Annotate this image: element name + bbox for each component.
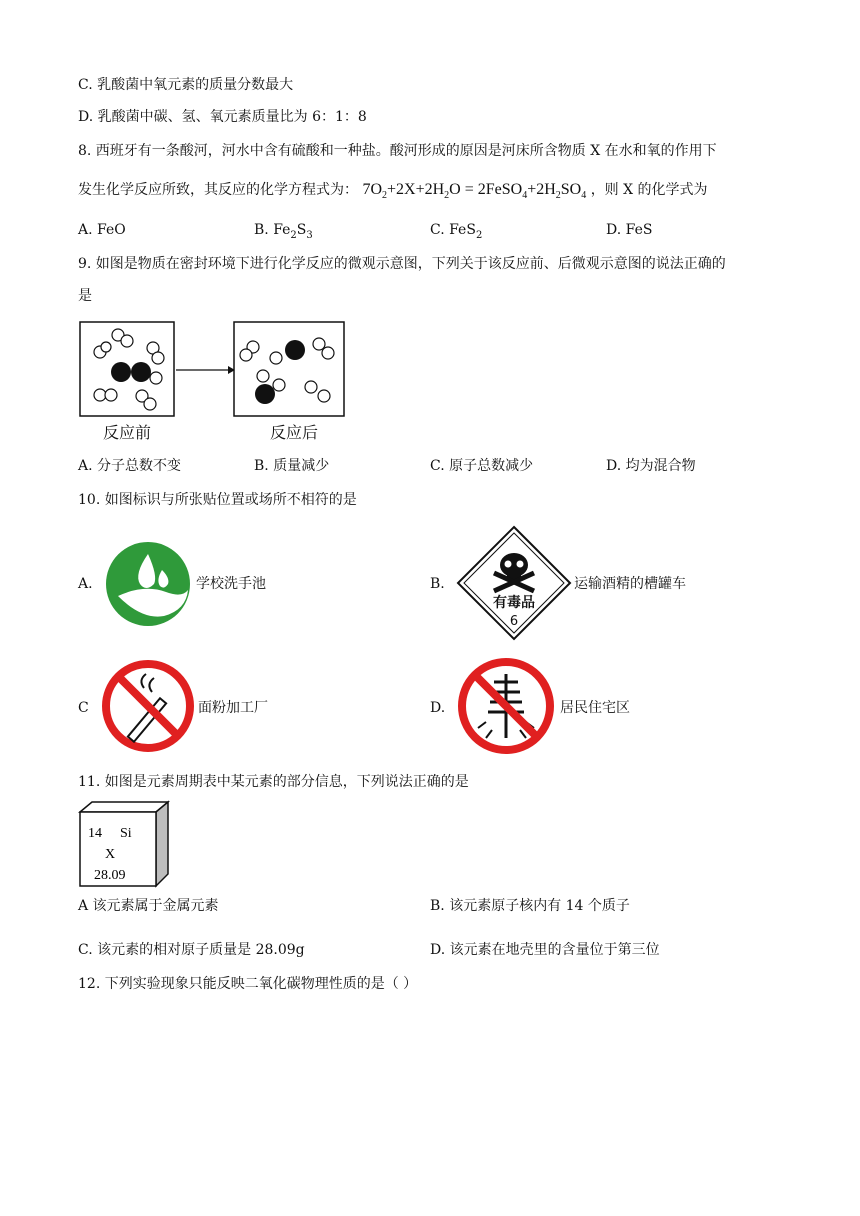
toxic-sign-label: 有毒品 [493, 595, 535, 611]
no-fireworks-icon [456, 656, 556, 756]
q9-option-d: D. 均为混合物 [606, 458, 696, 474]
label-before: 反应前 [103, 423, 152, 442]
q11-option-d: D. 该元素在地壳里的含量位于第三位 [430, 942, 660, 958]
toxic-sign-class: 6 [509, 614, 519, 629]
q12-stem: 12. 下列实验现象只能反映二氧化碳物理性质的是（ ） [78, 976, 418, 992]
q10-stem: 10. 如图标识与所张贴位置或场所不相符的是 [78, 492, 357, 508]
q8-option-c: C. FeS$_2$ [430, 222, 483, 241]
q9-stem-line2: 是 [78, 288, 92, 304]
q9-option-a: A. 分子总数不变 [78, 458, 182, 474]
element-symbol: Si [120, 826, 132, 841]
q11-option-b: B. 该元素原子核内有 14 个质子 [430, 898, 630, 914]
q8-stem-line1: 8. 西班牙有一条酸河，河水中含有硫酸和一种盐。酸河形成的原因是河床所含物质 X 在水和氧的作用下 [78, 143, 717, 159]
q7-option-c: C. 乳酸菌中氧元素的质量分数最大 [78, 77, 294, 93]
q11-option-c: C. 该元素的相对原子质量是 28.09g [78, 942, 305, 958]
toxic-substance-icon [456, 525, 572, 641]
element-name: X [105, 847, 116, 862]
q8-stem-line2-pre: 发生化学反应所致，其反应的化学方程式为： [78, 182, 358, 198]
q11-stem: 11. 如图是元素周期表中某元素的部分信息，下列说法正确的是 [78, 774, 469, 790]
q8-option-a: A. FeO [78, 222, 126, 238]
q9-option-b: B. 质量减少 [254, 458, 330, 474]
atomic-mass: 28.09 [94, 868, 126, 883]
q10-option-d-text: 居民住宅区 [560, 700, 630, 716]
q11-option-a: A 该元素属于金属元素 [78, 898, 219, 914]
oxygen-atom [111, 362, 131, 382]
q7-option-d: D. 乳酸菌中碳、氢、氧元素质量比为 6：1：8 [78, 109, 367, 125]
q8-option-d: D. FeS [606, 222, 653, 238]
q10-option-c-text: 面粉加工厂 [198, 700, 268, 716]
atomic-number: 14 [88, 826, 102, 841]
chemical-equation: $7O_2+2X+2H_2O$ = $2FeSO_4+2H_2SO_4$ [362, 181, 587, 202]
q8-option-b: B. $Fe_2S_3$ [254, 222, 313, 241]
oxygen-atom [255, 384, 275, 404]
q9-option-c: C. 原子总数减少 [430, 458, 534, 474]
no-smoking-icon [100, 658, 196, 754]
q10-option-c-letter: C [78, 700, 89, 716]
q10-option-a-letter: A. [78, 576, 93, 592]
q10-option-a-text: 学校洗手池 [196, 576, 266, 592]
oxygen-atom [131, 362, 151, 382]
oxygen-atom [285, 340, 305, 360]
element-tile [78, 800, 170, 890]
water-saving-icon [104, 540, 192, 628]
q8-stem-line2 [78, 180, 708, 206]
q8-stem-line2-post: ，则 X 的化学式为 [590, 182, 708, 198]
q9-stem-line1: 9. 如图是物质在密封环境下进行化学反应的微观示意图，下列关于该反应前、后微观示意图的说法正确的 [78, 256, 726, 272]
reaction-diagram [78, 320, 348, 420]
q10-option-b-letter: B. [430, 576, 445, 592]
q10-option-b-text: 运输酒精的槽罐车 [574, 576, 686, 592]
q10-option-d-letter: D. [430, 700, 446, 716]
label-after: 反应后 [270, 423, 319, 442]
after-box [234, 322, 344, 416]
